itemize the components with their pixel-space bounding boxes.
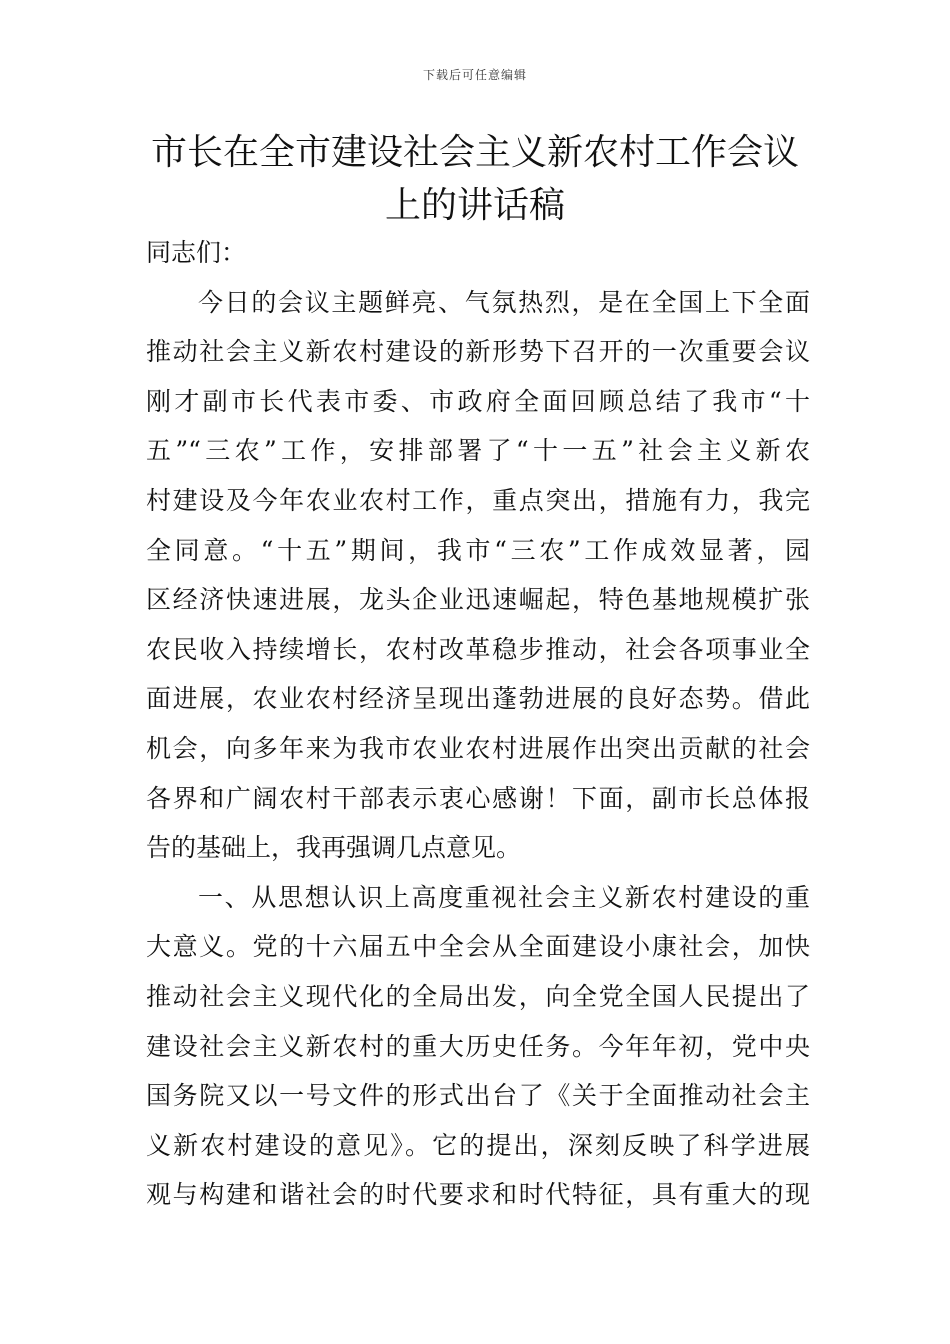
document-title	[130, 126, 820, 232]
paragraph-line: 刚才副市长代表市委、市政府全面回顾总结了我市“十	[146, 386, 810, 416]
paragraph-line: 村建设及今年农业农村工作，重点突出，措施有力，我完	[146, 485, 810, 515]
paragraph-line: 大意义。党的十六届五中全会从全面建设小康社会，加快	[146, 932, 810, 962]
paragraph-line: 推动社会主义新农村建设的新形势下召开的一次重要会议	[146, 337, 810, 367]
paragraph-line: 告的基础上，我再强调几点意见。	[146, 833, 522, 863]
paragraph-1	[146, 278, 810, 873]
paragraph-line: 推动社会主义现代化的全局出发，向全党全国人民提出了	[146, 981, 810, 1011]
paragraph-line: 机会，向多年来为我市农业农村进展作出突出贡献的社会	[146, 733, 810, 763]
paragraph-2	[146, 873, 810, 1220]
title-line-1: 市长在全市建设社会主义新农村工作会议	[150, 132, 799, 173]
paragraph-line: 观与构建和谐社会的时代要求和时代特征，具有重大的现	[146, 1180, 810, 1210]
salutation: 同志们：	[146, 238, 247, 267]
title-line-2: 上的讲话稿	[384, 185, 565, 226]
paragraph-line: 义新农村建设的意见》。它的提出，深刻反映了科学进展	[146, 1130, 810, 1160]
document-body	[146, 228, 810, 1220]
paragraph-line: 全同意。“十五”期间，我市“三农”工作成效显著，园	[146, 535, 810, 565]
paragraph-line: 五”“三农”工作，安排部署了“十一五”社会主义新农	[146, 436, 810, 466]
paragraph-line: 农民收入持续增长，农村改革稳步推动，社会各项事业全	[146, 634, 810, 664]
paragraph-line: 国务院又以一号文件的形式出台了《关于全面推动社会主	[146, 1081, 810, 1111]
paragraph-line: 今日的会议主题鲜亮、气氛热烈，是在全国上下全面	[198, 287, 810, 317]
paragraph-line: 区经济快速进展，龙头企业迅速崛起，特色基地规模扩张	[146, 585, 810, 615]
paragraph-line: 面进展，农业农村经济呈现出蓬勃进展的良好态势。借此	[146, 684, 810, 714]
paragraph-line: 一、从思想认识上高度重视社会主义新农村建设的重	[198, 882, 810, 912]
header-note: 下载后可任意编辑	[422, 68, 527, 82]
paragraph-line: 建设社会主义新农村的重大历史任务。今年年初，党中央	[146, 1031, 810, 1061]
paragraph-line: 各界和广阔农村干部表示衷心感谢！下面，副市长总体报	[146, 783, 810, 813]
